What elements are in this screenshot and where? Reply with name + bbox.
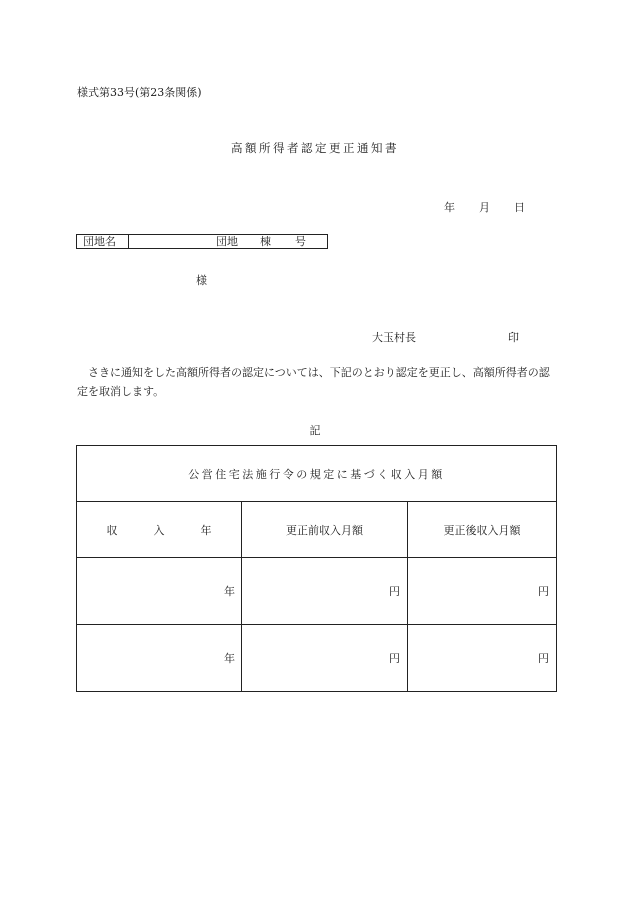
document-title: 高額所得者認定更正通知書 (231, 141, 399, 155)
col-header-income-year: 収 入 年 (77, 502, 242, 558)
table-row (77, 558, 557, 625)
row-year-cell: 年 (77, 558, 242, 625)
date-month: 月 (479, 201, 490, 214)
col-header-before: 更正前収入月額 (242, 502, 408, 558)
recipient-suffix: 様 (196, 274, 207, 287)
ki-heading: 記 (309, 424, 321, 437)
body-text: さきに通知をした高額所得者の認定については、下記のとおり認定を更正し、高額所得者の認定を取消します。 (77, 366, 550, 398)
row-year-cell: 年 (77, 625, 242, 692)
income-table (76, 445, 557, 692)
row-before-cell: 円 (242, 558, 408, 625)
issuer-name: 大玉村長 (372, 331, 416, 344)
danchi-label: 団地名 (77, 235, 129, 248)
issuer-line (372, 329, 519, 345)
table-main-header: 公営住宅法施行令の規定に基づく収入月額 (77, 446, 557, 502)
building-word: 棟 (260, 235, 271, 248)
table-row (77, 625, 557, 692)
date-day: 日 (514, 201, 525, 214)
danchi-box (76, 234, 328, 249)
form-number: 様式第33号(第23条関係) (77, 86, 202, 99)
danchi-value (129, 235, 327, 248)
row-after-cell: 円 (408, 625, 557, 692)
seal-mark: 印 (508, 331, 519, 344)
row-after-cell: 円 (408, 558, 557, 625)
table-column-header-row (77, 502, 557, 558)
table-main-header-row (77, 446, 557, 502)
date-line (444, 199, 525, 215)
date-year: 年 (444, 201, 455, 214)
col-header-after: 更正後収入月額 (408, 502, 557, 558)
danchi-word: 団地 (216, 235, 238, 248)
row-before-cell: 円 (242, 625, 408, 692)
unit-word: 号 (295, 235, 306, 248)
